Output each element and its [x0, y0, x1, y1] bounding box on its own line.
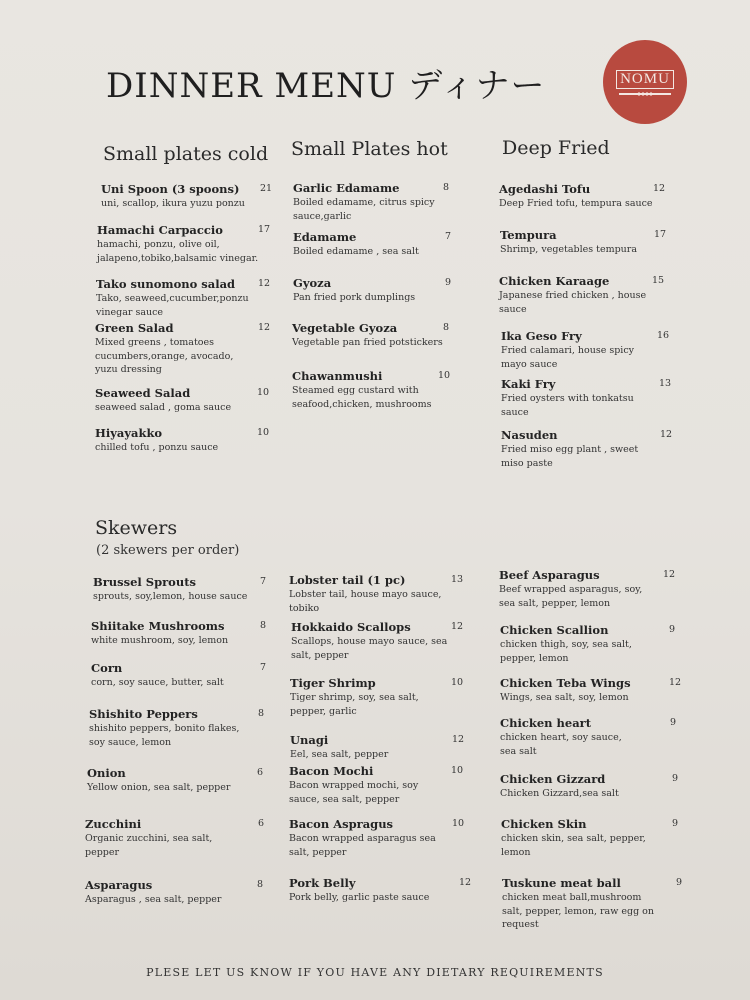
- item-price: 6: [257, 767, 264, 778]
- item-name: Onion: [87, 766, 126, 780]
- menu-item: [290, 676, 419, 718]
- item-price: 12: [452, 734, 465, 745]
- item-price: 9: [672, 818, 679, 829]
- section-title-fried: Deep Fried: [502, 137, 610, 159]
- item-description: chicken heart, soy sauce, sea salt: [500, 732, 622, 757]
- item-price: 15: [652, 275, 665, 286]
- item-price: 6: [258, 818, 265, 829]
- item-price: 9: [445, 277, 452, 288]
- item-description: uni, scallop, ikura yuzu ponzu: [101, 198, 245, 209]
- item-name: Agedashi Tofu: [499, 182, 591, 196]
- item-price: 9: [676, 877, 683, 888]
- item-price: 8: [257, 879, 264, 890]
- item-description: Fried miso egg plant , sweet miso paste: [501, 444, 639, 469]
- menu-item: [95, 426, 218, 455]
- menu-item: [292, 321, 443, 350]
- menu-item: [501, 329, 634, 371]
- item-price: 9: [669, 624, 676, 635]
- item-name: Gyoza: [293, 276, 332, 290]
- item-description: Bacon wrapped asparagus sea salt, pepper: [289, 833, 436, 858]
- menu-item: [85, 817, 212, 859]
- item-description: Fried calamari, house spicy mayo sauce: [501, 345, 635, 370]
- menu-item: [93, 575, 247, 604]
- menu-item: [499, 182, 653, 211]
- menu-item: [101, 182, 245, 211]
- item-name: Unagi: [290, 733, 329, 747]
- item-price: 12: [451, 621, 464, 632]
- item-name: Chicken heart: [500, 716, 592, 730]
- item-description: Japanese fried chicken , house sauce: [499, 290, 647, 315]
- item-description: hamachi, ponzu, olive oil, jalapeno,tobiko,balsamic vinegar.: [97, 239, 259, 264]
- item-name: Tuskune meat ball: [502, 876, 621, 890]
- item-name: Chicken Karaage: [499, 274, 610, 288]
- item-description: chilled tofu , ponzu sauce: [95, 442, 219, 453]
- item-name: Ika Geso Fry: [501, 329, 582, 343]
- item-price: 12: [258, 322, 271, 333]
- item-description: Deep Fried tofu, tempura sauce: [499, 198, 653, 209]
- item-description: Scallops, house mayo sauce, sea salt, pepper: [291, 636, 448, 661]
- menu-item: [501, 428, 638, 470]
- menu-item: [291, 620, 447, 662]
- item-description: Organic zucchini, sea salt, pepper: [85, 833, 213, 858]
- item-description: Shrimp, vegetables tempura: [500, 244, 637, 255]
- item-name: Asparagus: [85, 878, 153, 892]
- menu-item: [289, 764, 418, 806]
- item-price: 12: [459, 877, 472, 888]
- item-price: 21: [260, 183, 273, 194]
- item-name: Kaki Fry: [501, 377, 556, 391]
- item-price: 10: [257, 387, 270, 398]
- item-name: Tiger Shrimp: [290, 676, 376, 690]
- menu-item: [500, 716, 622, 758]
- menu-item: [290, 733, 388, 762]
- section-title-cold: Small plates cold: [103, 143, 269, 165]
- menu-item: [85, 878, 221, 907]
- dietary-notice: PLESE LET US KNOW IF YOU HAVE ANY DIETARY REQUIREMENTS: [146, 966, 604, 979]
- item-description: Mixed greens , tomatoes cucumbers,orange, avocado, yuzu dressing: [95, 337, 234, 375]
- item-name: Bacon Aspragus: [289, 817, 394, 831]
- menu-item: [500, 228, 637, 257]
- item-name: Chicken Teba Wings: [500, 676, 631, 690]
- item-description: sprouts, soy,lemon, house sauce: [93, 591, 248, 602]
- nomu-logo: [603, 40, 687, 124]
- item-price: 10: [451, 677, 464, 688]
- item-description: chicken skin, sea salt, pepper, lemon: [501, 833, 646, 858]
- section-title-skewers: Skewers: [95, 517, 178, 539]
- item-price: 17: [258, 224, 271, 235]
- item-description: Wings, sea salt, soy, lemon: [500, 692, 629, 703]
- logo-ornament: [619, 93, 671, 95]
- item-description: Asparagus , sea salt, pepper: [85, 894, 222, 905]
- item-price: 13: [659, 378, 672, 389]
- menu-item: [499, 274, 646, 316]
- item-name: Nasuden: [501, 428, 558, 442]
- item-price: 9: [670, 717, 677, 728]
- menu-item: [502, 876, 654, 932]
- menu-item: [293, 276, 415, 305]
- item-name: Pork Belly: [289, 876, 356, 890]
- menu-item: [95, 321, 233, 377]
- item-name: Hokkaido Scallops: [291, 620, 411, 634]
- item-description: Pan fried pork dumplings: [293, 292, 416, 303]
- item-name: Hamachi Carpaccio: [97, 223, 223, 237]
- menu-item: [500, 676, 631, 705]
- menu-item: [89, 707, 239, 749]
- item-description: Tako, seaweed,cucumber,ponzu vinegar sauce: [96, 293, 249, 318]
- menu-item: [87, 766, 230, 795]
- item-price: 13: [451, 574, 464, 585]
- item-price: 10: [438, 370, 451, 381]
- item-description: Fried oysters with tonkatsu sauce: [501, 393, 634, 418]
- menu-title: DINNER MENU ディナー: [106, 66, 546, 106]
- item-price: 17: [654, 229, 667, 240]
- item-price: 12: [258, 278, 271, 289]
- section-title-hot: Small Plates hot: [291, 138, 448, 160]
- menu-item: [500, 772, 619, 801]
- menu-item: [97, 223, 258, 265]
- item-name: Chicken Gizzard: [500, 772, 606, 786]
- menu-item: [501, 377, 634, 419]
- item-description: Beef wrapped asparagus, soy, sea salt, pepper, lemon: [499, 584, 643, 609]
- item-price: 8: [443, 322, 450, 333]
- item-price: 12: [669, 677, 682, 688]
- item-name: Beef Asparagus: [499, 568, 600, 582]
- menu-item: [293, 230, 419, 259]
- item-name: Green Salad: [95, 321, 174, 335]
- item-name: Uni Spoon (3 spoons): [101, 182, 240, 196]
- item-name: Hiyayakko: [95, 426, 163, 440]
- item-name: Tako sunomono salad: [96, 277, 236, 291]
- menu-item: [500, 623, 632, 665]
- item-name: Tempura: [500, 228, 557, 242]
- item-price: 7: [260, 662, 267, 673]
- item-description: corn, soy sauce, butter, salt: [91, 677, 224, 688]
- item-name: Zucchini: [85, 817, 142, 831]
- item-description: Bacon wrapped mochi, soy sauce, sea salt, pepper: [289, 780, 419, 805]
- item-price: 7: [260, 576, 267, 587]
- item-price: 12: [660, 429, 673, 440]
- item-description: seaweed salad , goma sauce: [95, 402, 232, 413]
- item-price: 12: [663, 569, 676, 580]
- menu-item: [96, 277, 249, 319]
- menu-item: [293, 181, 435, 223]
- item-description: white mushroom, soy, lemon: [91, 635, 229, 646]
- item-price: 10: [257, 427, 270, 438]
- item-name: Seaweed Salad: [95, 386, 191, 400]
- item-price: 12: [653, 183, 666, 194]
- item-description: Eel, sea salt, pepper: [290, 749, 389, 760]
- item-price: 16: [657, 330, 670, 341]
- item-name: Corn: [91, 661, 123, 675]
- item-name: Edamame: [293, 230, 357, 244]
- item-price: 8: [258, 708, 265, 719]
- item-name: Shiitake Mushrooms: [91, 619, 225, 633]
- item-name: Chawanmushi: [292, 369, 383, 383]
- menu-item: [499, 568, 642, 610]
- menu-item: [289, 573, 441, 615]
- item-name: Vegetable Gyoza: [292, 321, 398, 335]
- item-description: Tiger shrimp, soy, sea salt, pepper, garlic: [290, 692, 419, 717]
- item-description: Vegetable pan fried potstickers: [292, 337, 443, 348]
- item-name: Garlic Edamame: [293, 181, 400, 195]
- item-description: chicken meat ball,mushroom salt, pepper, lemon, raw egg on request: [502, 892, 655, 930]
- item-description: Boiled edamame, citrus spicy sauce,garlic: [293, 197, 435, 222]
- item-price: 10: [452, 818, 465, 829]
- item-description: Chicken Gizzard,sea salt: [500, 788, 619, 799]
- item-name: Shishito Peppers: [89, 707, 198, 721]
- item-description: chicken thigh, soy, sea salt, pepper, lemon: [500, 639, 632, 664]
- item-price: 7: [445, 231, 452, 242]
- item-price: 8: [443, 182, 450, 193]
- item-price: 10: [451, 765, 464, 776]
- menu-item: [289, 876, 429, 905]
- item-name: Chicken Skin: [501, 817, 587, 831]
- item-name: Brussel Sprouts: [93, 575, 197, 589]
- item-name: Lobster tail (1 pc): [289, 573, 406, 587]
- item-description: Pork belly, garlic paste sauce: [289, 892, 430, 903]
- menu-item: [91, 619, 228, 648]
- item-description: Yellow onion, sea salt, pepper: [87, 782, 231, 793]
- menu-item: [289, 817, 436, 859]
- menu-item: [501, 817, 646, 859]
- item-description: shishito peppers, bonito flakes, soy sauce, lemon: [89, 723, 240, 748]
- item-description: Steamed egg custard with seafood,chicken, mushrooms: [292, 385, 432, 410]
- item-price: 9: [672, 773, 679, 784]
- logo-text: NOMU: [616, 70, 674, 89]
- menu-item: [292, 369, 432, 411]
- menu-item: [95, 386, 231, 415]
- item-description: Lobster tail, house mayo sauce, tobiko: [289, 589, 442, 614]
- menu-item: [91, 661, 224, 690]
- item-name: Chicken Scallion: [500, 623, 609, 637]
- item-description: Boiled edamame , sea salt: [293, 246, 419, 257]
- item-name: Bacon Mochi: [289, 764, 374, 778]
- item-price: 8: [260, 620, 267, 631]
- skewers-subtitle: (2 skewers per order): [96, 543, 240, 558]
